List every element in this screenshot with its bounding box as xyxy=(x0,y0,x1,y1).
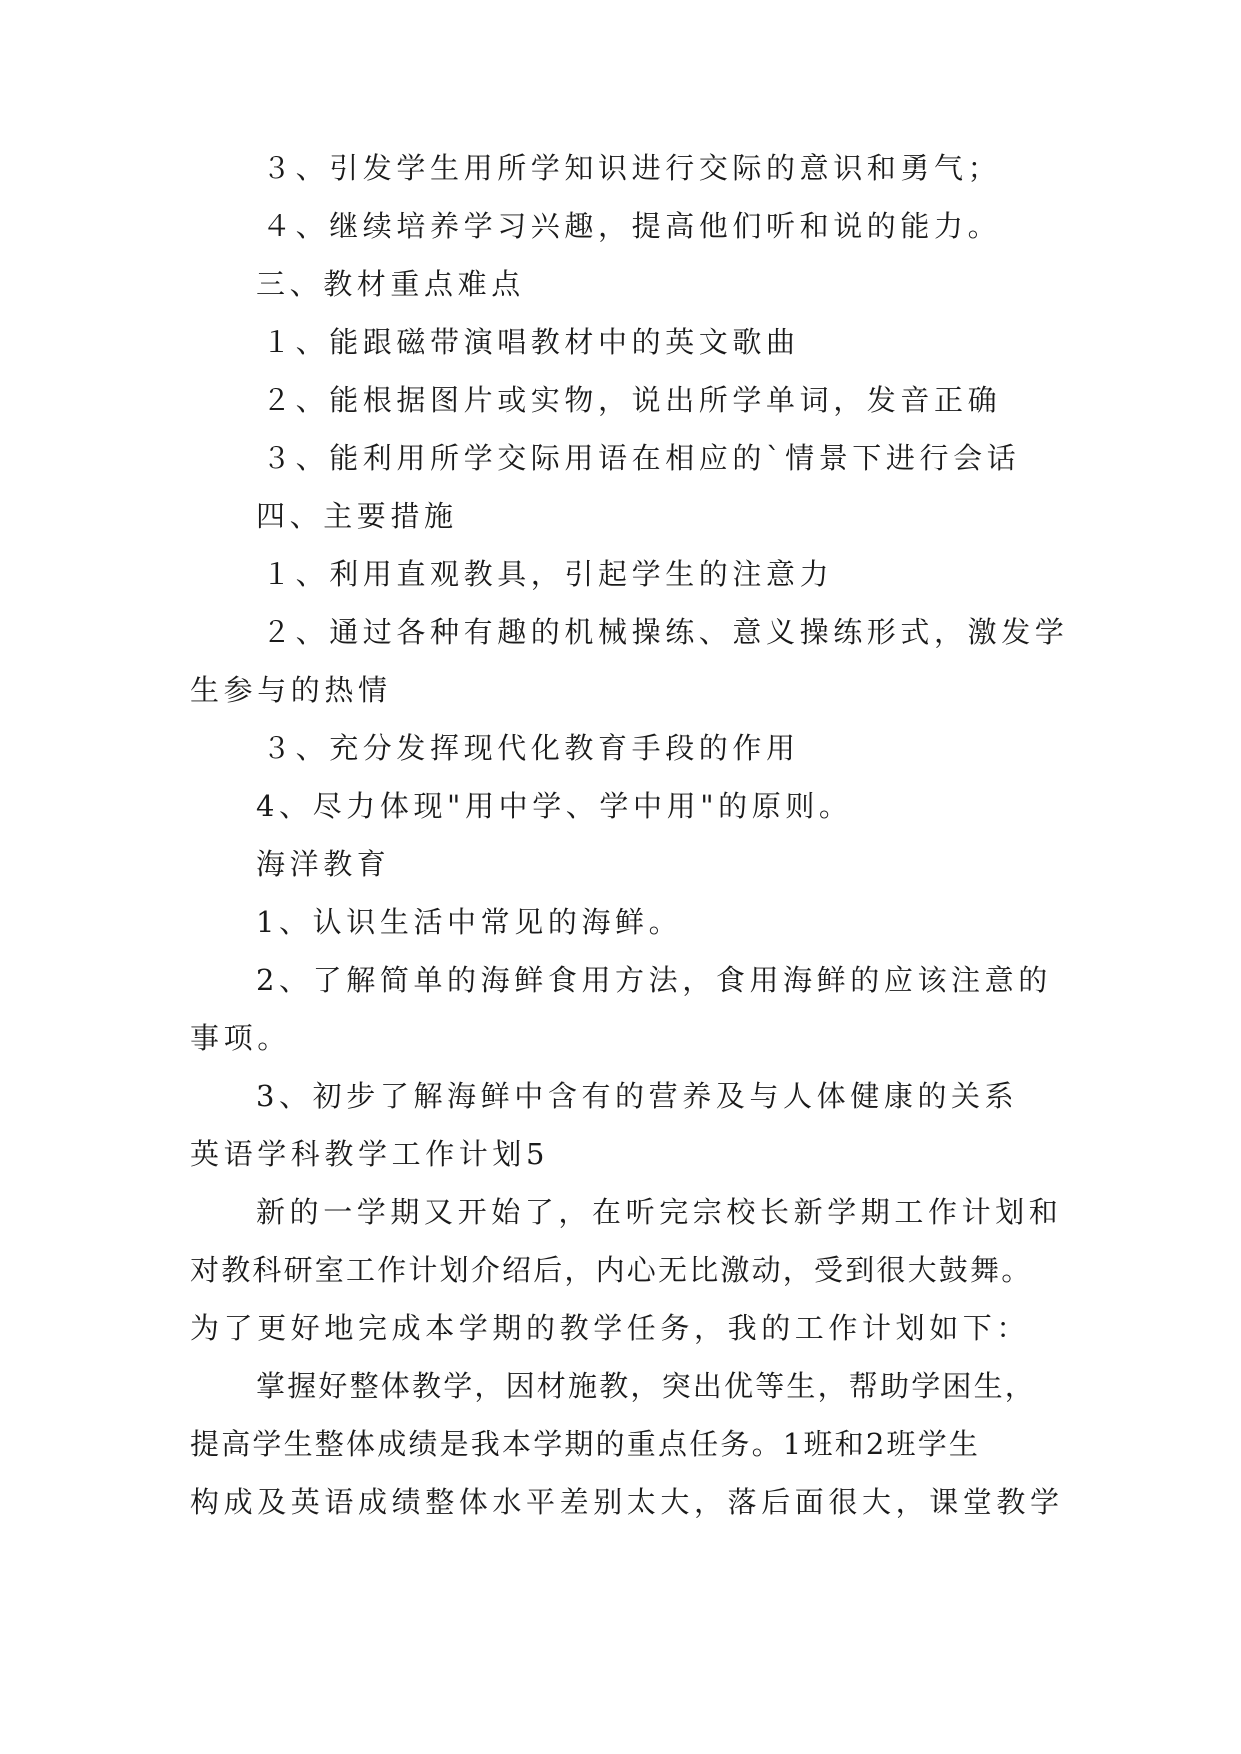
list-item: ２、通过各种有趣的机械操练、意义操练形式，激发学 xyxy=(262,615,1069,649)
list-item: ３、充分发挥现代化教育手段的作用 xyxy=(262,731,800,765)
paragraph-line: 新的一学期又开始了，在听完宗校长新学期工作计划和 xyxy=(256,1195,1063,1229)
paragraph-line: 为了更好地完成本学期的教学任务，我的工作计划如下： xyxy=(190,1311,1031,1345)
list-item: ３、引发学生用所学知识进行交际的意识和勇气； xyxy=(262,151,1002,185)
paragraph-line: 对教科研室工作计划介绍后，内心无比激动，受到很大鼓舞。 xyxy=(190,1253,1033,1287)
paragraph-line: 提高学生整体成绩是我本学期的重点任务。1班和2班学生 xyxy=(190,1427,981,1461)
section-heading: 三、教材重点难点 xyxy=(256,267,525,301)
list-item: ２、能根据图片或实物，说出所学单词，发音正确 xyxy=(262,383,1002,417)
paragraph-line: 掌握好整体教学，因材施教，突出优等生，帮助学困生， xyxy=(256,1369,1037,1403)
list-item: １、利用直观教具，引起学生的注意力 xyxy=(262,557,834,591)
list-item: ４、继续培养学习兴趣，提高他们听和说的能力。 xyxy=(262,209,1002,243)
section-heading: 海洋教育 xyxy=(256,847,391,881)
section-heading: 四、主要措施 xyxy=(256,499,458,533)
text-line: 事项。 xyxy=(190,1021,291,1055)
document-title: 英语学科教学工作计划5 xyxy=(190,1137,550,1171)
paragraph-line: 构成及英语成绩整体水平差别太大，落后面很大，课堂教学 xyxy=(190,1485,1064,1519)
text-line: 生参与的热情 xyxy=(190,673,392,707)
list-item: 3、初步了解海鲜中含有的营养及与人体健康的关系 xyxy=(256,1079,1019,1113)
list-item: 2、了解简单的海鲜食用方法，食用海鲜的应该注意的 xyxy=(256,963,1052,997)
list-item: １、能跟磁带演唱教材中的英文歌曲 xyxy=(262,325,800,359)
list-item: 1、认识生活中常见的海鲜。 xyxy=(256,905,683,939)
list-item: ３、能利用所学交际用语在相应的`情景下进行会话 xyxy=(262,441,1021,475)
list-item: 4、尽力体现"用中学、学中用"的原则。 xyxy=(256,789,853,823)
